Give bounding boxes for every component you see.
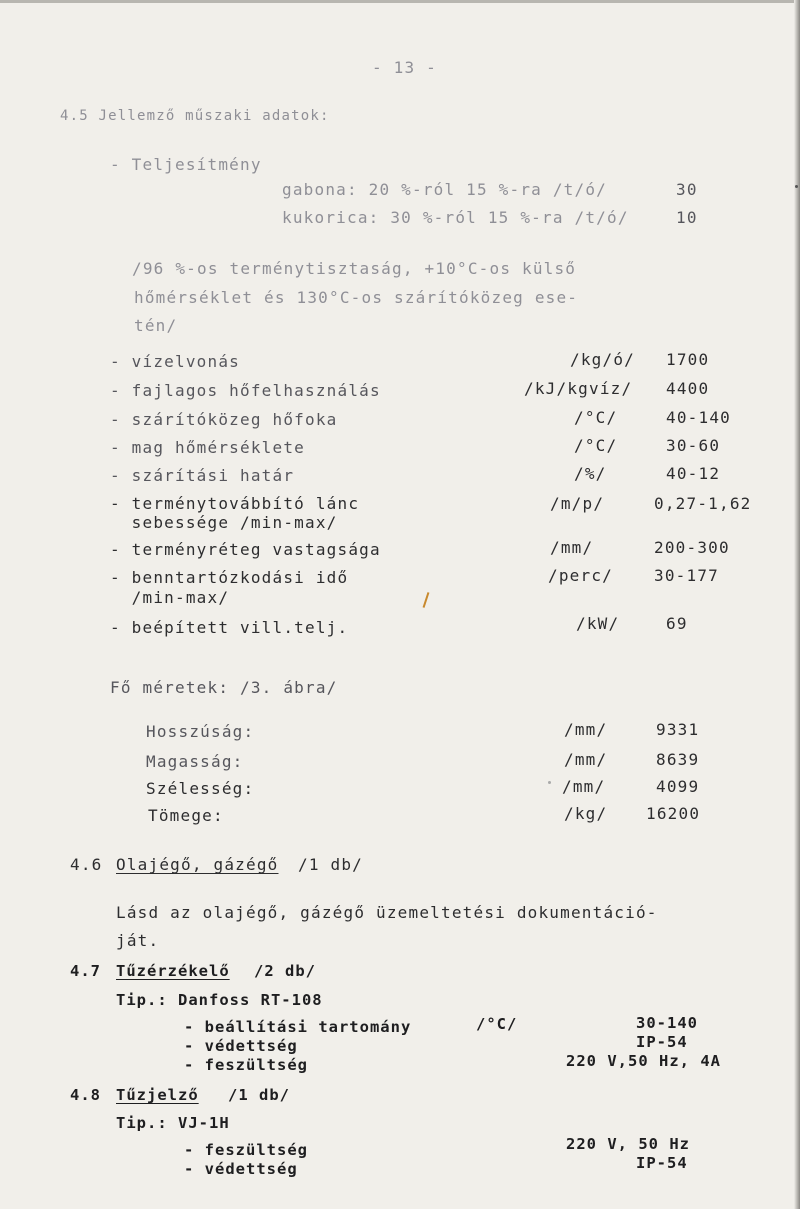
page-right-edge bbox=[794, 0, 800, 1209]
spec-unit: /mm/ bbox=[550, 538, 594, 557]
dimension-unit: /mm/ bbox=[562, 777, 606, 796]
spec-unit: /kg/ó/ bbox=[570, 350, 635, 369]
performance-value-corn: 10 bbox=[676, 208, 698, 227]
sensor-spec-label: - beállítási tartomány bbox=[184, 1018, 412, 1036]
sensor-spec-label: - feszültség bbox=[184, 1056, 308, 1074]
pencil-mark bbox=[423, 592, 430, 608]
spec-value: 1700 bbox=[666, 350, 710, 369]
performance-value-grain: 30 bbox=[676, 180, 698, 199]
section-4-6-text-line-1: Lásd az olajégő, gázégő üzemeltetési dokumentáció- bbox=[116, 903, 658, 922]
section-4-7-title: Tűzérzékelő bbox=[116, 962, 230, 980]
page-top-edge bbox=[0, 0, 800, 3]
sensor-spec-value: 30-140 bbox=[636, 1014, 698, 1032]
section-4-7-type: Tip.: Danfoss RT-108 bbox=[116, 991, 323, 1009]
performance-row-grain: gabona: 20 %-ról 15 %-ra /t/ó/ bbox=[282, 180, 607, 199]
dimension-value: 16200 bbox=[646, 804, 701, 823]
paper-speck bbox=[548, 781, 551, 784]
dimension-value: 4099 bbox=[656, 777, 700, 796]
dimension-unit: /mm/ bbox=[564, 750, 608, 769]
section-4-5-heading: 4.5 Jellemző műszaki adatok: bbox=[60, 108, 330, 124]
spec-value: 40-12 bbox=[666, 464, 721, 483]
spec-unit: /°C/ bbox=[574, 408, 618, 427]
spec-label: - terményréteg vastagsága bbox=[110, 540, 381, 559]
spec-unit: /m/p/ bbox=[550, 494, 605, 513]
alarm-spec-label: - feszültség bbox=[184, 1141, 308, 1159]
page-number: - 13 - bbox=[372, 58, 437, 77]
sensor-spec-value: 220 V,50 Hz, 4A bbox=[566, 1052, 721, 1070]
spec-value: 0,27-1,62 bbox=[654, 494, 752, 513]
sensor-spec-label: - védettség bbox=[184, 1037, 298, 1055]
section-4-6-text-line-2: ját. bbox=[116, 931, 160, 950]
alarm-spec-label: - védettség bbox=[184, 1160, 298, 1178]
dimension-label: Tömege: bbox=[148, 806, 224, 825]
section-4-8-title: Tűzjelző bbox=[116, 1086, 199, 1104]
section-4-6-count: /1 db/ bbox=[298, 855, 363, 874]
dimension-value: 8639 bbox=[656, 750, 700, 769]
dimension-unit: /mm/ bbox=[564, 720, 608, 739]
alarm-spec-value: IP-54 bbox=[636, 1154, 688, 1172]
performance-note-line-3: tén/ bbox=[134, 316, 178, 335]
spec-label: - szárítóközeg hőfoka bbox=[110, 410, 338, 429]
performance-row-corn: kukorica: 30 %-ról 15 %-ra /t/ó/ bbox=[282, 208, 629, 227]
spec-unit: /kW/ bbox=[576, 614, 620, 633]
spec-value: 69 bbox=[666, 614, 688, 633]
section-4-8-type: Tip.: VJ-1H bbox=[116, 1114, 230, 1132]
dimension-label: Magasság: bbox=[146, 752, 244, 771]
section-4-8-number: 4.8 bbox=[70, 1086, 101, 1104]
section-4-6-title: Olajégő, gázégő bbox=[116, 855, 279, 874]
alarm-spec-value: 220 V, 50 Hz bbox=[566, 1135, 690, 1153]
spec-unit: /perc/ bbox=[548, 566, 613, 585]
spec-label: - beépített vill.telj. bbox=[110, 618, 349, 637]
spec-label-continued: /min-max/ bbox=[110, 588, 230, 607]
spec-label-continued: sebessége /min-max/ bbox=[110, 513, 338, 532]
dimension-unit: /kg/ bbox=[564, 804, 608, 823]
spec-unit: /kJ/kgvíz/ bbox=[524, 379, 633, 398]
dimension-value: 9331 bbox=[656, 720, 700, 739]
spec-unit: /°C/ bbox=[574, 436, 618, 455]
spec-value: 4400 bbox=[666, 379, 710, 398]
performance-note-line-2: hőmérséklet és 130°C-os szárítóközeg ese- bbox=[134, 288, 579, 307]
spec-value: 30-60 bbox=[666, 436, 721, 455]
sensor-spec-value: IP-54 bbox=[636, 1033, 688, 1051]
spec-unit: /%/ bbox=[574, 464, 607, 483]
paper-speck bbox=[795, 185, 798, 188]
spec-label: - mag hőmérséklete bbox=[110, 438, 305, 457]
spec-label: - vízelvonás bbox=[110, 352, 240, 371]
performance-label: - Teljesítmény bbox=[110, 155, 262, 174]
section-4-8-count: /1 db/ bbox=[228, 1086, 290, 1104]
spec-value: 200-300 bbox=[654, 538, 730, 557]
dimension-label: Szélesség: bbox=[146, 779, 255, 798]
section-4-6-number: 4.6 bbox=[70, 855, 103, 874]
spec-label: - terménytovábbító lánc bbox=[110, 494, 360, 513]
dimensions-heading: Fő méretek: /3. ábra/ bbox=[110, 678, 338, 697]
dimension-label: Hosszúság: bbox=[146, 722, 255, 741]
spec-label: - fajlagos hőfelhasználás bbox=[110, 381, 381, 400]
section-4-7-count: /2 db/ bbox=[254, 962, 316, 980]
spec-value: 30-177 bbox=[654, 566, 719, 585]
spec-label: - szárítási határ bbox=[110, 466, 295, 485]
sensor-spec-unit: /°C/ bbox=[476, 1015, 518, 1033]
spec-value: 40-140 bbox=[666, 408, 731, 427]
spec-label: - benntartózkodási idő bbox=[110, 568, 349, 587]
performance-note-line-1: /96 %-os terménytisztaság, +10°C-os külső bbox=[132, 259, 577, 278]
section-4-7-number: 4.7 bbox=[70, 962, 101, 980]
